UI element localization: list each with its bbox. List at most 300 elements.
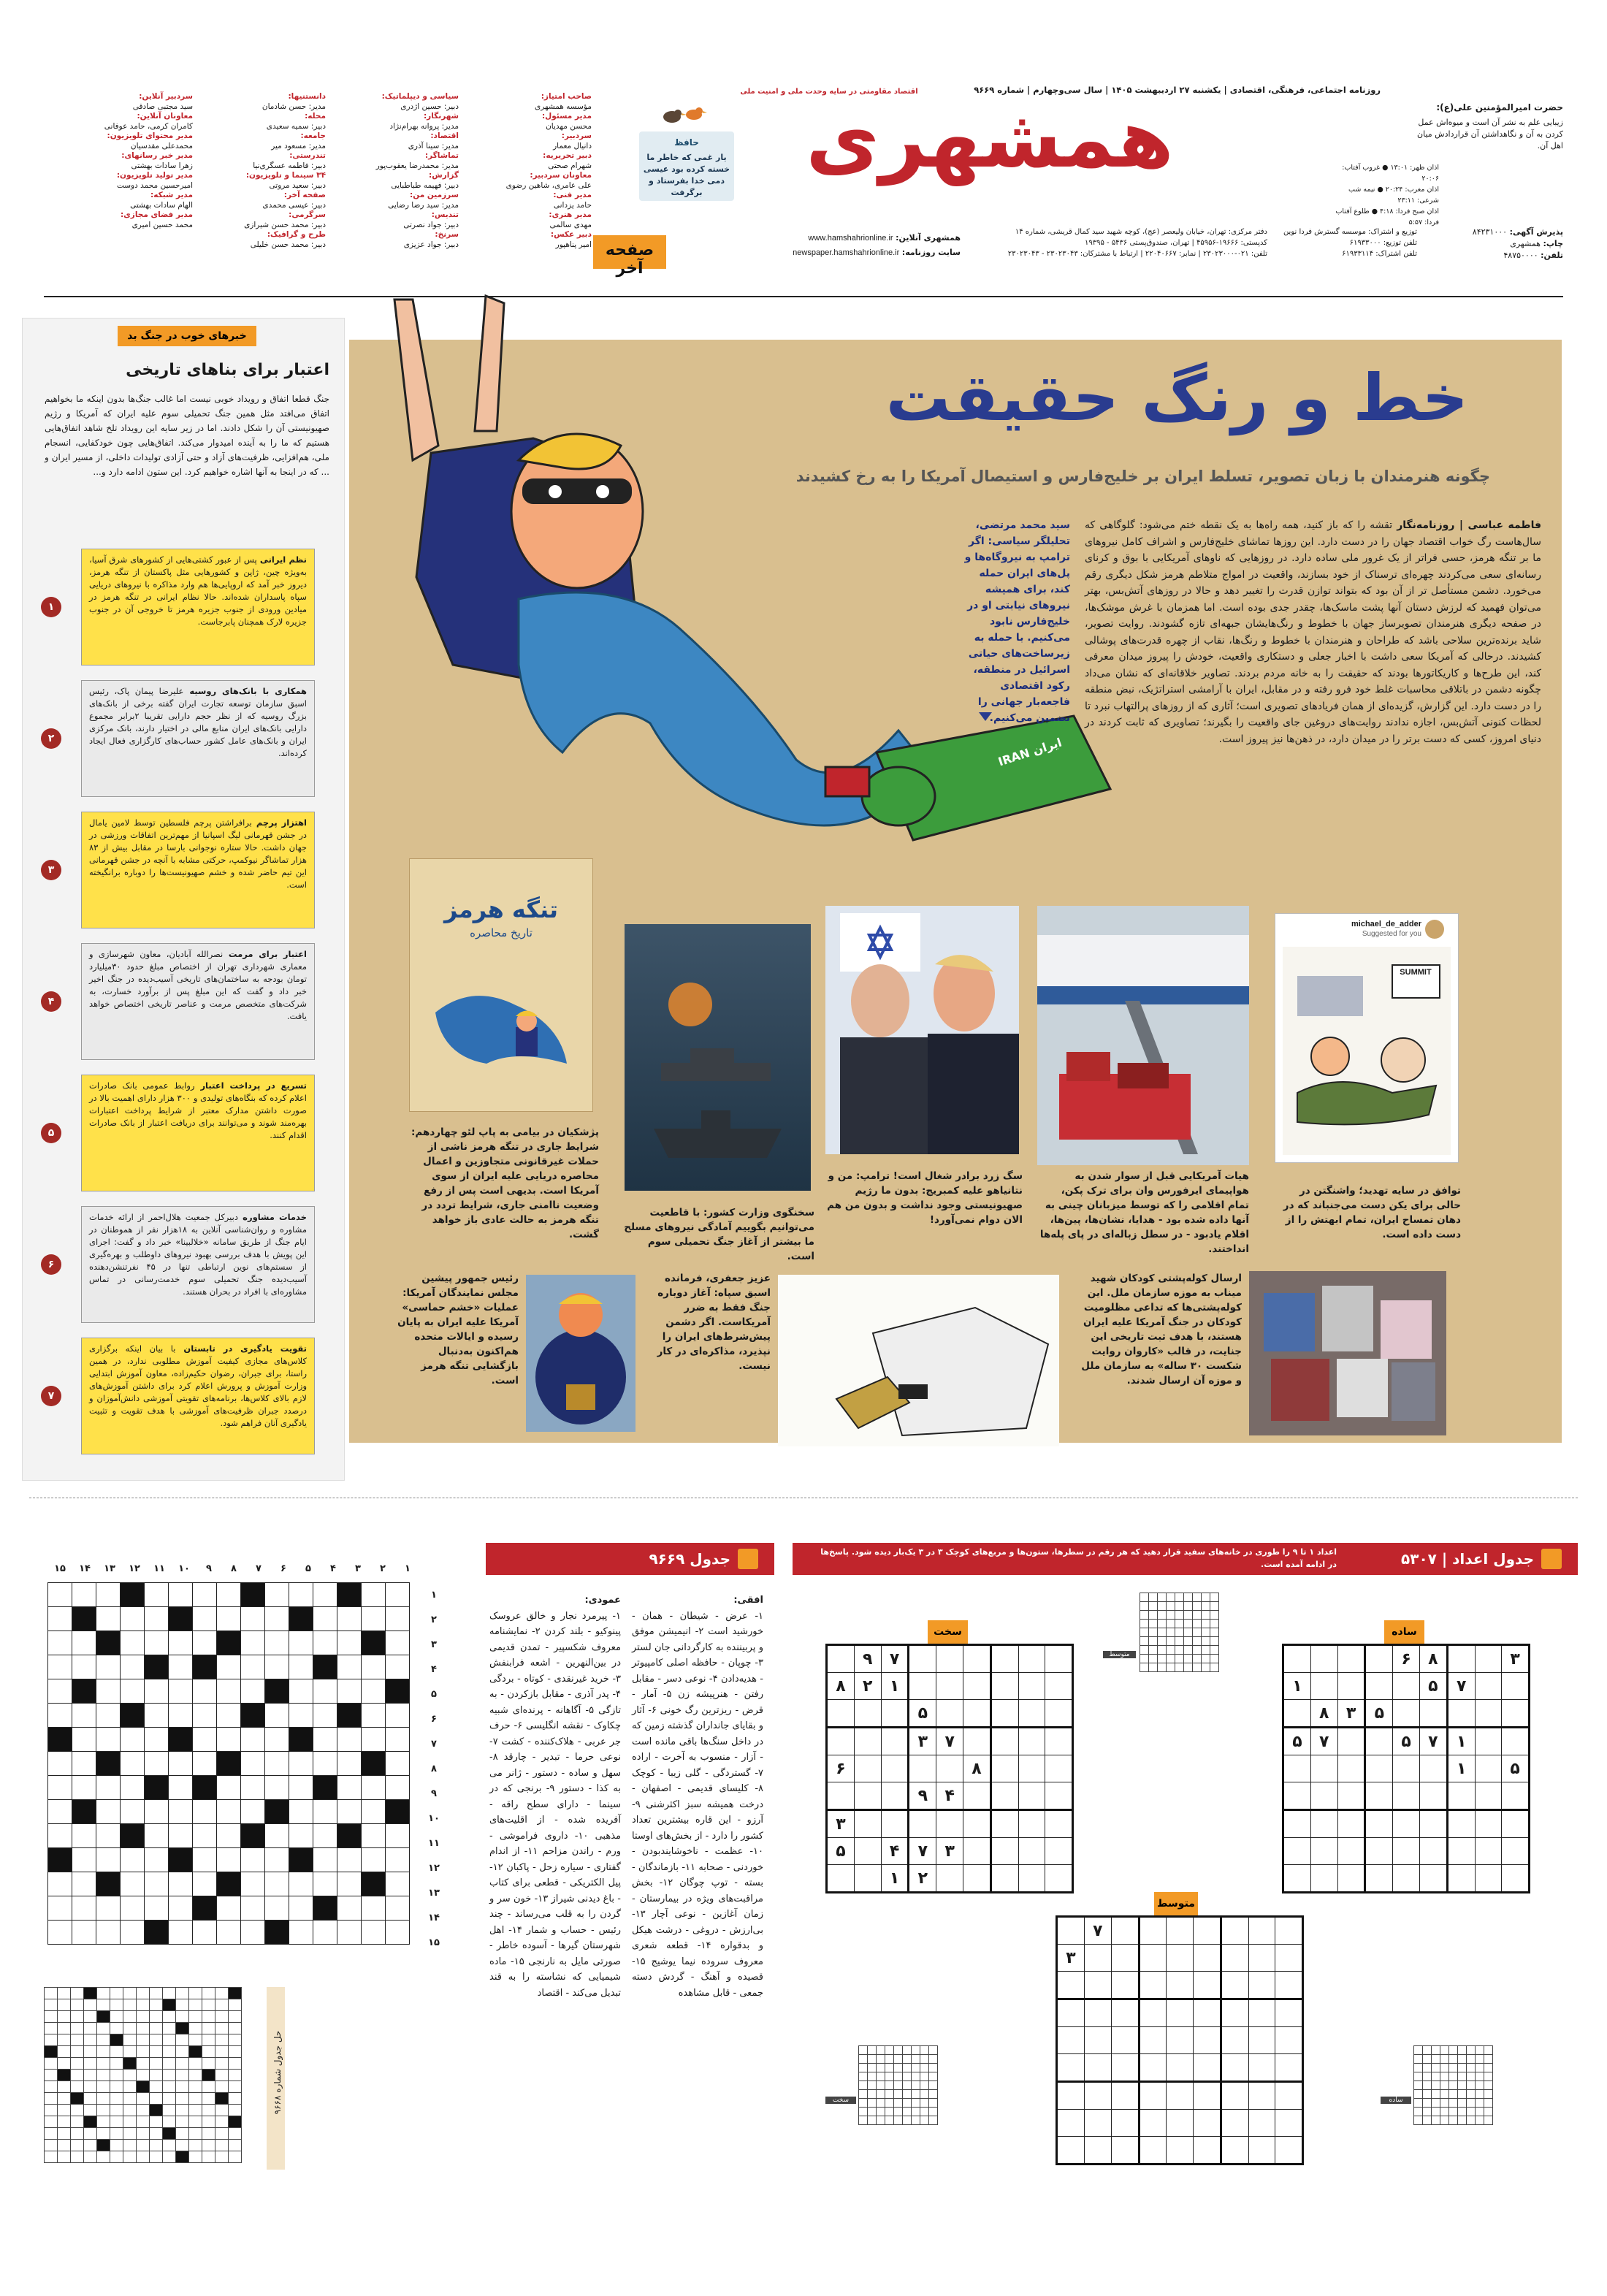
crossword-cell[interactable] bbox=[313, 1872, 337, 1896]
sudoku-cell[interactable] bbox=[1139, 2110, 1167, 2137]
crossword-cell[interactable] bbox=[217, 1896, 241, 1921]
sudoku-cell[interactable] bbox=[990, 1645, 1018, 1673]
sudoku-cell[interactable] bbox=[854, 1838, 881, 1865]
crossword-cell[interactable] bbox=[145, 1872, 169, 1896]
crossword-cell[interactable] bbox=[217, 1655, 241, 1679]
crossword-cell[interactable] bbox=[265, 1872, 289, 1896]
sudoku-cell[interactable] bbox=[1365, 1645, 1393, 1673]
sudoku-cell[interactable] bbox=[1475, 1838, 1502, 1865]
sudoku-cell[interactable]: ۴ bbox=[936, 1782, 963, 1810]
sudoku-cell[interactable] bbox=[1275, 1999, 1303, 2027]
sudoku-cell[interactable]: ۳ bbox=[1337, 1700, 1365, 1728]
sudoku-cell[interactable] bbox=[854, 1782, 881, 1810]
crossword-cell[interactable] bbox=[265, 1655, 289, 1679]
crossword-cell[interactable] bbox=[48, 1921, 72, 1945]
sudoku-cell[interactable]: ۱ bbox=[1447, 1755, 1475, 1782]
sudoku-cell[interactable]: ۵ bbox=[1420, 1673, 1448, 1700]
crossword-cell[interactable] bbox=[48, 1704, 72, 1728]
crossword-cell[interactable] bbox=[313, 1921, 337, 1945]
sudoku-cell[interactable]: ۷ bbox=[909, 1838, 936, 1865]
sudoku-cell[interactable] bbox=[1310, 1838, 1337, 1865]
crossword-cell[interactable] bbox=[121, 1800, 145, 1824]
crossword-cell[interactable] bbox=[48, 1776, 72, 1800]
sudoku-cell[interactable]: ۷ bbox=[936, 1728, 963, 1755]
crossword-cell[interactable] bbox=[48, 1631, 72, 1655]
crossword-cell[interactable] bbox=[193, 1631, 217, 1655]
crossword-cell[interactable] bbox=[265, 1776, 289, 1800]
crossword-cell[interactable] bbox=[145, 1704, 169, 1728]
sudoku-cell[interactable] bbox=[1111, 1945, 1139, 1972]
sudoku-cell[interactable]: ۱ bbox=[1283, 1673, 1311, 1700]
sudoku-cell[interactable]: ۵ bbox=[1502, 1755, 1530, 1782]
sudoku-cell[interactable] bbox=[1393, 1755, 1420, 1782]
sudoku-cell[interactable] bbox=[1475, 1728, 1502, 1755]
sudoku-cell[interactable]: ۲ bbox=[909, 1865, 936, 1893]
crossword-cell[interactable] bbox=[145, 1824, 169, 1848]
sudoku-cell[interactable] bbox=[1475, 1810, 1502, 1838]
sudoku-cell[interactable] bbox=[1365, 1728, 1393, 1755]
sudoku-cell[interactable]: ۷ bbox=[1420, 1728, 1448, 1755]
sudoku-cell[interactable] bbox=[1310, 1645, 1337, 1673]
sudoku-cell[interactable] bbox=[1139, 2137, 1167, 2165]
crossword-cell[interactable] bbox=[362, 1824, 386, 1848]
sudoku-cell[interactable] bbox=[1139, 1945, 1167, 1972]
crossword-cell[interactable] bbox=[362, 1728, 386, 1752]
crossword-cell[interactable] bbox=[169, 1800, 193, 1824]
crossword-cell[interactable] bbox=[193, 1872, 217, 1896]
crossword-cell[interactable] bbox=[241, 1679, 265, 1704]
sudoku-cell[interactable] bbox=[1221, 2027, 1248, 2054]
sudoku-cell[interactable] bbox=[1337, 1865, 1365, 1893]
crossword-cell[interactable] bbox=[96, 1896, 121, 1921]
sudoku-cell[interactable] bbox=[1248, 2110, 1275, 2137]
sudoku-cell[interactable]: ۳ bbox=[936, 1838, 963, 1865]
crossword-cell[interactable] bbox=[337, 1728, 362, 1752]
crossword-cell[interactable] bbox=[193, 1704, 217, 1728]
sudoku-cell[interactable] bbox=[990, 1755, 1018, 1782]
crossword-cell[interactable] bbox=[121, 1728, 145, 1752]
crossword-cell[interactable] bbox=[96, 1824, 121, 1848]
sudoku-cell[interactable]: ۳ bbox=[827, 1810, 855, 1838]
sudoku-cell[interactable] bbox=[1221, 1917, 1248, 1945]
sudoku-cell[interactable] bbox=[1365, 1838, 1393, 1865]
sudoku-cell[interactable]: ۱ bbox=[881, 1865, 909, 1893]
sudoku-cell[interactable] bbox=[1447, 1810, 1475, 1838]
crossword-cell[interactable] bbox=[337, 1607, 362, 1631]
sudoku-cell[interactable] bbox=[1167, 2082, 1194, 2110]
crossword-cell[interactable] bbox=[313, 1704, 337, 1728]
sudoku-cell[interactable] bbox=[1337, 1645, 1365, 1673]
crossword-cell[interactable] bbox=[241, 1631, 265, 1655]
sudoku-cell[interactable] bbox=[1057, 2054, 1085, 2082]
sudoku-cell[interactable]: ۵ bbox=[1393, 1728, 1420, 1755]
sudoku-cell[interactable] bbox=[1310, 1755, 1337, 1782]
sudoku-cell[interactable] bbox=[1045, 1865, 1073, 1893]
crossword-cell[interactable] bbox=[72, 1631, 96, 1655]
crossword-cell[interactable] bbox=[48, 1824, 72, 1848]
crossword-cell[interactable] bbox=[72, 1776, 96, 1800]
crossword-cell[interactable] bbox=[217, 1776, 241, 1800]
sudoku-cell[interactable]: ۳ bbox=[909, 1728, 936, 1755]
crossword-cell[interactable] bbox=[72, 1728, 96, 1752]
crossword-cell[interactable] bbox=[121, 1655, 145, 1679]
sudoku-cell[interactable] bbox=[1057, 2110, 1085, 2137]
sudoku-cell[interactable] bbox=[1275, 2110, 1303, 2137]
sudoku-cell[interactable] bbox=[1221, 1972, 1248, 1999]
sudoku-cell[interactable]: ۳ bbox=[1057, 1945, 1085, 1972]
sudoku-cell[interactable] bbox=[1045, 1782, 1073, 1810]
sudoku-cell[interactable] bbox=[1337, 1728, 1365, 1755]
sudoku-cell[interactable] bbox=[1447, 1645, 1475, 1673]
crossword-cell[interactable] bbox=[337, 1655, 362, 1679]
crossword-cell[interactable] bbox=[337, 1921, 362, 1945]
crossword-cell[interactable] bbox=[337, 1679, 362, 1704]
sudoku-cell[interactable] bbox=[1248, 1945, 1275, 1972]
sudoku-cell[interactable] bbox=[1045, 1838, 1073, 1865]
crossword-cell[interactable] bbox=[362, 1800, 386, 1824]
crossword-cell[interactable] bbox=[145, 1583, 169, 1607]
crossword-cell[interactable] bbox=[337, 1848, 362, 1872]
crossword-cell[interactable] bbox=[289, 1824, 313, 1848]
sudoku-cell[interactable] bbox=[1275, 1945, 1303, 1972]
crossword-cell[interactable] bbox=[169, 1872, 193, 1896]
crossword-cell[interactable] bbox=[48, 1872, 72, 1896]
sudoku-cell[interactable]: ۸ bbox=[963, 1755, 991, 1782]
sudoku-cell[interactable] bbox=[1167, 1917, 1194, 1945]
crossword-cell[interactable] bbox=[121, 1848, 145, 1872]
crossword-cell[interactable] bbox=[72, 1872, 96, 1896]
sudoku-cell[interactable] bbox=[1393, 1700, 1420, 1728]
sudoku-cell[interactable] bbox=[1365, 1865, 1393, 1893]
sudoku-cell[interactable] bbox=[1194, 2027, 1221, 2054]
crossword-cell[interactable] bbox=[337, 1752, 362, 1776]
sudoku-cell[interactable] bbox=[963, 1838, 991, 1865]
crossword-cell[interactable] bbox=[265, 1583, 289, 1607]
sudoku-cell[interactable] bbox=[1111, 2082, 1139, 2110]
sudoku-cell[interactable] bbox=[1018, 1700, 1045, 1728]
crossword-cell[interactable] bbox=[313, 1631, 337, 1655]
crossword-cell[interactable] bbox=[313, 1848, 337, 1872]
crossword-cell[interactable] bbox=[121, 1752, 145, 1776]
sudoku-cell[interactable] bbox=[1393, 1673, 1420, 1700]
sudoku-cell[interactable] bbox=[1221, 2054, 1248, 2082]
crossword-cell[interactable] bbox=[337, 1631, 362, 1655]
crossword-cell[interactable] bbox=[289, 1583, 313, 1607]
crossword-cell[interactable] bbox=[241, 1800, 265, 1824]
crossword-cell[interactable] bbox=[362, 1896, 386, 1921]
sudoku-cell[interactable] bbox=[1018, 1810, 1045, 1838]
sudoku-cell[interactable] bbox=[963, 1782, 991, 1810]
sudoku-cell[interactable] bbox=[1111, 2110, 1139, 2137]
sudoku-cell[interactable] bbox=[936, 1810, 963, 1838]
crossword-cell[interactable] bbox=[48, 1800, 72, 1824]
crossword-cell[interactable] bbox=[289, 1631, 313, 1655]
sudoku-cell[interactable] bbox=[1337, 1755, 1365, 1782]
sudoku-cell[interactable] bbox=[936, 1645, 963, 1673]
sudoku-cell[interactable] bbox=[1139, 1999, 1167, 2027]
sudoku-cell[interactable] bbox=[990, 1810, 1018, 1838]
sudoku-cell[interactable] bbox=[1248, 1917, 1275, 1945]
sudoku-cell[interactable] bbox=[1248, 2054, 1275, 2082]
sudoku-cell[interactable] bbox=[990, 1673, 1018, 1700]
crossword-cell[interactable] bbox=[169, 1896, 193, 1921]
sudoku-cell[interactable] bbox=[1111, 1972, 1139, 1999]
crossword-cell[interactable] bbox=[96, 1704, 121, 1728]
sudoku-cell[interactable] bbox=[990, 1728, 1018, 1755]
crossword-cell[interactable] bbox=[169, 1776, 193, 1800]
sudoku-cell[interactable] bbox=[1194, 2137, 1221, 2165]
sudoku-cell[interactable] bbox=[1057, 2137, 1085, 2165]
crossword-cell[interactable] bbox=[193, 1607, 217, 1631]
crossword-cell[interactable] bbox=[362, 1655, 386, 1679]
crossword-cell[interactable] bbox=[72, 1752, 96, 1776]
crossword-cell[interactable] bbox=[241, 1921, 265, 1945]
crossword-cell[interactable] bbox=[72, 1655, 96, 1679]
sudoku-cell[interactable] bbox=[1447, 1838, 1475, 1865]
sudoku-cell[interactable] bbox=[1084, 2082, 1111, 2110]
crossword-cell[interactable] bbox=[145, 1631, 169, 1655]
crossword-cell[interactable] bbox=[265, 1704, 289, 1728]
sudoku-cell[interactable] bbox=[1275, 2027, 1303, 2054]
crossword-cell[interactable] bbox=[313, 1824, 337, 1848]
crossword-cell[interactable] bbox=[96, 1800, 121, 1824]
crossword-cell[interactable] bbox=[241, 1607, 265, 1631]
sudoku-cell[interactable] bbox=[1167, 2110, 1194, 2137]
sudoku-cell[interactable] bbox=[1057, 1972, 1085, 1999]
crossword-cell[interactable] bbox=[265, 1631, 289, 1655]
sudoku-cell[interactable] bbox=[1420, 1782, 1448, 1810]
sudoku-cell[interactable]: ۷ bbox=[1310, 1728, 1337, 1755]
sudoku-cell[interactable] bbox=[1502, 1838, 1530, 1865]
sudoku-cell[interactable] bbox=[1167, 2054, 1194, 2082]
sudoku-cell[interactable] bbox=[1248, 2027, 1275, 2054]
crossword-cell[interactable] bbox=[193, 1679, 217, 1704]
sudoku-cell[interactable] bbox=[1248, 1972, 1275, 1999]
sudoku-cell[interactable]: ۱ bbox=[1447, 1728, 1475, 1755]
crossword-cell[interactable] bbox=[169, 1655, 193, 1679]
crossword-cell[interactable] bbox=[265, 1752, 289, 1776]
sudoku-cell[interactable] bbox=[1248, 2137, 1275, 2165]
crossword-cell[interactable] bbox=[169, 1921, 193, 1945]
crossword-cell[interactable] bbox=[169, 1583, 193, 1607]
crossword-cell[interactable] bbox=[72, 1848, 96, 1872]
sudoku-cell[interactable] bbox=[827, 1700, 855, 1728]
crossword-cell[interactable] bbox=[386, 1776, 410, 1800]
crossword-cell[interactable] bbox=[289, 1704, 313, 1728]
sudoku-cell[interactable] bbox=[1310, 1673, 1337, 1700]
sudoku-cell[interactable] bbox=[990, 1865, 1018, 1893]
sudoku-cell[interactable] bbox=[963, 1645, 991, 1673]
crossword-cell[interactable] bbox=[217, 1800, 241, 1824]
crossword-cell[interactable] bbox=[265, 1607, 289, 1631]
sudoku-cell[interactable] bbox=[963, 1728, 991, 1755]
crossword-cell[interactable] bbox=[48, 1583, 72, 1607]
sudoku-cell[interactable] bbox=[990, 1782, 1018, 1810]
crossword-cell[interactable] bbox=[217, 1728, 241, 1752]
crossword-cell[interactable] bbox=[241, 1872, 265, 1896]
sudoku-cell[interactable] bbox=[1194, 2110, 1221, 2137]
sudoku-cell[interactable] bbox=[1018, 1728, 1045, 1755]
sudoku-cell[interactable] bbox=[854, 1865, 881, 1893]
website[interactable]: www.hamshahrionline.ir bbox=[808, 234, 893, 243]
sudoku-cell[interactable] bbox=[1167, 1945, 1194, 1972]
sudoku-cell[interactable] bbox=[1475, 1700, 1502, 1728]
crossword-cell[interactable] bbox=[121, 1631, 145, 1655]
crossword-cell[interactable] bbox=[265, 1824, 289, 1848]
sudoku-cell[interactable] bbox=[1475, 1645, 1502, 1673]
crossword-cell[interactable] bbox=[289, 1800, 313, 1824]
crossword-cell[interactable] bbox=[72, 1704, 96, 1728]
sudoku-cell[interactable] bbox=[936, 1755, 963, 1782]
sudoku-cell[interactable] bbox=[1502, 1782, 1530, 1810]
sudoku-cell[interactable] bbox=[990, 1838, 1018, 1865]
sudoku-cell[interactable] bbox=[1248, 1999, 1275, 2027]
crossword-cell[interactable] bbox=[265, 1728, 289, 1752]
crossword-cell[interactable] bbox=[337, 1872, 362, 1896]
sudoku-cell[interactable] bbox=[1221, 2137, 1248, 2165]
sudoku-cell[interactable] bbox=[1447, 1700, 1475, 1728]
crossword-cell[interactable] bbox=[362, 1679, 386, 1704]
sudoku-cell[interactable] bbox=[1167, 2027, 1194, 2054]
sudoku-cell[interactable] bbox=[1393, 1810, 1420, 1838]
crossword-cell[interactable] bbox=[48, 1655, 72, 1679]
crossword-cell[interactable] bbox=[217, 1704, 241, 1728]
sudoku-cell[interactable] bbox=[881, 1755, 909, 1782]
sudoku-cell[interactable] bbox=[1337, 1782, 1365, 1810]
sudoku-cell[interactable] bbox=[1057, 1917, 1085, 1945]
crossword-cell[interactable] bbox=[72, 1824, 96, 1848]
sudoku-cell[interactable] bbox=[1139, 1972, 1167, 1999]
crossword-cell[interactable] bbox=[289, 1752, 313, 1776]
crossword-cell[interactable] bbox=[289, 1896, 313, 1921]
sudoku-cell[interactable]: ۶ bbox=[827, 1755, 855, 1782]
sudoku-cell[interactable]: ۷ bbox=[1084, 1917, 1111, 1945]
sudoku-cell[interactable] bbox=[1139, 1917, 1167, 1945]
sudoku-cell[interactable] bbox=[1139, 2082, 1167, 2110]
crossword-cell[interactable] bbox=[193, 1824, 217, 1848]
sudoku-cell[interactable] bbox=[1084, 1945, 1111, 1972]
crossword-cell[interactable] bbox=[96, 1679, 121, 1704]
sudoku-cell[interactable] bbox=[1393, 1865, 1420, 1893]
crossword-cell[interactable] bbox=[169, 1631, 193, 1655]
sudoku-cell[interactable] bbox=[1111, 2027, 1139, 2054]
sudoku-cell[interactable]: ۲ bbox=[854, 1673, 881, 1700]
sudoku-cell[interactable] bbox=[1283, 1838, 1311, 1865]
sudoku-cell[interactable] bbox=[990, 1700, 1018, 1728]
crossword-cell[interactable] bbox=[121, 1872, 145, 1896]
crossword-cell[interactable] bbox=[362, 1776, 386, 1800]
crossword-cell[interactable] bbox=[313, 1752, 337, 1776]
crossword-cell[interactable] bbox=[169, 1824, 193, 1848]
sudoku-cell[interactable] bbox=[1337, 1673, 1365, 1700]
crossword-cell[interactable] bbox=[48, 1607, 72, 1631]
sudoku-cell[interactable] bbox=[1111, 2137, 1139, 2165]
sudoku-cell[interactable] bbox=[1167, 2137, 1194, 2165]
crossword-cell[interactable] bbox=[217, 1607, 241, 1631]
sudoku-cell[interactable] bbox=[854, 1700, 881, 1728]
crossword-cell[interactable] bbox=[289, 1872, 313, 1896]
sudoku-cell[interactable] bbox=[827, 1645, 855, 1673]
crossword-cell[interactable] bbox=[362, 1848, 386, 1872]
sudoku-cell[interactable] bbox=[1275, 2054, 1303, 2082]
sudoku-cell[interactable] bbox=[1475, 1865, 1502, 1893]
sudoku-cell[interactable] bbox=[1194, 2054, 1221, 2082]
sudoku-cell[interactable] bbox=[827, 1728, 855, 1755]
sudoku-cell[interactable] bbox=[1084, 2027, 1111, 2054]
crossword-cell[interactable] bbox=[241, 1728, 265, 1752]
crossword-cell[interactable] bbox=[386, 1872, 410, 1896]
crossword-cell[interactable] bbox=[313, 1607, 337, 1631]
crossword-cell[interactable] bbox=[386, 1921, 410, 1945]
crossword-cell[interactable] bbox=[145, 1728, 169, 1752]
sudoku-cell[interactable] bbox=[1310, 1865, 1337, 1893]
sudoku-cell[interactable] bbox=[909, 1673, 936, 1700]
sudoku-cell[interactable] bbox=[1018, 1673, 1045, 1700]
crossword-cell[interactable] bbox=[96, 1583, 121, 1607]
sudoku-cell[interactable] bbox=[854, 1810, 881, 1838]
sudoku-cell[interactable] bbox=[854, 1755, 881, 1782]
crossword-cell[interactable] bbox=[313, 1728, 337, 1752]
crossword-cell[interactable] bbox=[96, 1921, 121, 1945]
sudoku-cell[interactable] bbox=[1194, 1972, 1221, 1999]
crossword-cell[interactable] bbox=[48, 1896, 72, 1921]
sudoku-cell[interactable] bbox=[1310, 1810, 1337, 1838]
sudoku-cell[interactable] bbox=[1275, 2137, 1303, 2165]
sudoku-cell[interactable] bbox=[1084, 1972, 1111, 1999]
sudoku-cell[interactable] bbox=[1084, 2110, 1111, 2137]
crossword-cell[interactable] bbox=[96, 1655, 121, 1679]
crossword-cell[interactable] bbox=[337, 1776, 362, 1800]
sudoku-cell[interactable] bbox=[1502, 1810, 1530, 1838]
crossword-cell[interactable] bbox=[72, 1583, 96, 1607]
sudoku-cell[interactable] bbox=[1447, 1865, 1475, 1893]
crossword-cell[interactable] bbox=[96, 1607, 121, 1631]
sudoku-cell[interactable]: ۷ bbox=[1447, 1673, 1475, 1700]
sudoku-cell[interactable] bbox=[1111, 2054, 1139, 2082]
crossword-cell[interactable] bbox=[241, 1896, 265, 1921]
crossword-cell[interactable] bbox=[386, 1704, 410, 1728]
sudoku-cell[interactable] bbox=[1283, 1645, 1311, 1673]
sudoku-cell[interactable]: ۹ bbox=[909, 1782, 936, 1810]
crossword-cell[interactable] bbox=[386, 1824, 410, 1848]
sudoku-cell[interactable]: ۴ bbox=[881, 1838, 909, 1865]
sudoku-cell[interactable] bbox=[1018, 1755, 1045, 1782]
sudoku-cell[interactable] bbox=[1283, 1865, 1311, 1893]
sudoku-cell[interactable] bbox=[963, 1700, 991, 1728]
sudoku-cell[interactable] bbox=[827, 1865, 855, 1893]
crossword-cell[interactable] bbox=[217, 1824, 241, 1848]
crossword-cell[interactable] bbox=[386, 1607, 410, 1631]
sudoku-cell[interactable] bbox=[1283, 1700, 1311, 1728]
sudoku-cell[interactable] bbox=[1045, 1728, 1073, 1755]
sudoku-cell[interactable]: ۸ bbox=[1310, 1700, 1337, 1728]
sudoku-cell[interactable] bbox=[881, 1700, 909, 1728]
sudoku-cell[interactable]: ۵ bbox=[909, 1700, 936, 1728]
sudoku-cell[interactable] bbox=[1420, 1838, 1448, 1865]
crossword-cell[interactable] bbox=[386, 1848, 410, 1872]
crossword-cell[interactable] bbox=[289, 1679, 313, 1704]
crossword-cell[interactable] bbox=[121, 1896, 145, 1921]
sudoku-cell[interactable] bbox=[1221, 2110, 1248, 2137]
sudoku-cell[interactable] bbox=[1475, 1673, 1502, 1700]
crossword-cell[interactable] bbox=[313, 1800, 337, 1824]
sudoku-cell[interactable] bbox=[1018, 1645, 1045, 1673]
sudoku-cell[interactable] bbox=[1194, 2082, 1221, 2110]
sudoku-cell[interactable] bbox=[1420, 1865, 1448, 1893]
sudoku-cell[interactable] bbox=[1221, 1945, 1248, 1972]
sudoku-cell[interactable]: ۵ bbox=[1283, 1728, 1311, 1755]
crossword-cell[interactable] bbox=[313, 1583, 337, 1607]
